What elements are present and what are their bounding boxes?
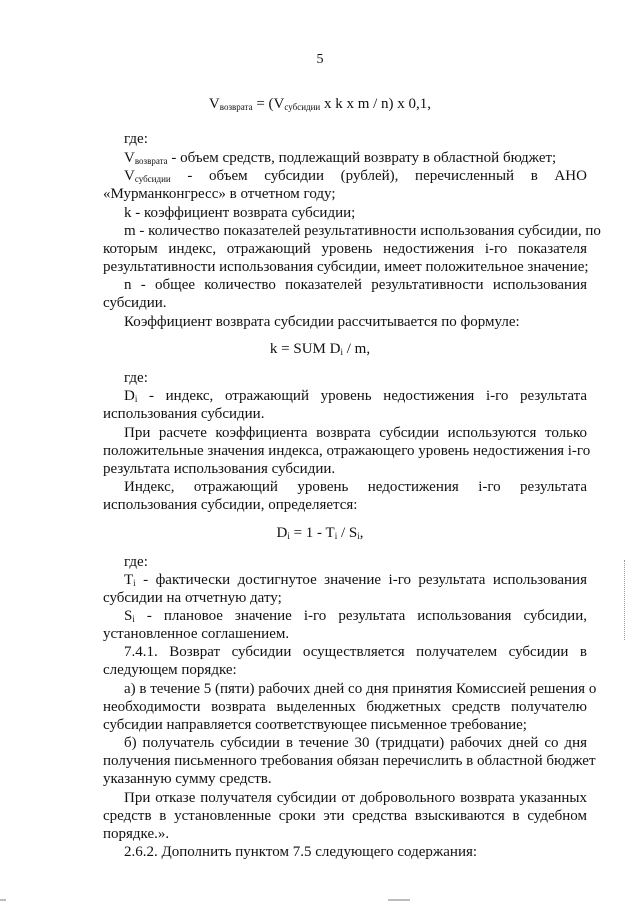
item-b-line1: б) получатель субсидии в течение 30 (тридцати) рабочих дней со дня bbox=[124, 735, 587, 751]
def-m-line2: которым индекс, отражающий уровень недостижения i-го показателя bbox=[103, 241, 587, 257]
def-m-line1: m - количество показателей результативности использования субсидии, по bbox=[124, 223, 601, 239]
para-calc-line1: При расчете коэффициента возврата субсидии используются только bbox=[124, 425, 587, 441]
def-v-subsidy-cont: «Мурманконгресс» в отчетном году; bbox=[103, 186, 336, 202]
def-si-text: - плановое значение i-го результата использования субсидии, bbox=[134, 608, 587, 624]
formula-index bbox=[0, 525, 640, 542]
def-di bbox=[124, 388, 587, 408]
def-di-text: - индекс, отражающий уровень недостижения i-го результата bbox=[137, 388, 587, 404]
formula1-rest: x k x m / n) x 0,1, bbox=[320, 96, 432, 112]
bottom-scan-mark-left bbox=[0, 899, 6, 901]
para-refusal-line2: средств в установленные сроки эти средства взыскиваются в судебном bbox=[103, 808, 587, 824]
formula3-c: / S bbox=[337, 525, 358, 541]
def-v-subsidy-sub: субсидии bbox=[134, 174, 171, 184]
def-v-return-sym: V bbox=[124, 150, 135, 166]
item-a-line3: субсидии направляется соответствующее письменное требование; bbox=[103, 717, 527, 733]
def-v-subsidy-v: V bbox=[124, 168, 135, 184]
def-k: k - коэффициент возврата субсидии; bbox=[124, 205, 356, 221]
def-v-subsidy bbox=[124, 168, 587, 188]
clause-741-line2: следующем порядке: bbox=[103, 662, 237, 678]
def-si-sym: S bbox=[124, 608, 133, 624]
def-ti-cont: субсидии на отчетную дату; bbox=[103, 590, 282, 606]
formula2-lhs: k = SUM D bbox=[269, 341, 341, 357]
def-v-subsidy-w2: субсидии bbox=[264, 168, 325, 184]
formula3-d: , bbox=[359, 525, 364, 541]
formula1-sub2: субсидии bbox=[284, 102, 321, 112]
bottom-scan-mark-center bbox=[388, 899, 410, 901]
def-si bbox=[124, 608, 587, 628]
def-v-subsidy-sym bbox=[124, 168, 171, 188]
def-v-subsidy-w5: в bbox=[530, 168, 538, 184]
para-index-w0: Индекс, bbox=[124, 479, 175, 495]
margin-scan-mark bbox=[624, 560, 626, 640]
where-label-1: где: bbox=[124, 131, 148, 147]
def-di-sym: D bbox=[124, 388, 135, 404]
formula3-b: = 1 - T bbox=[289, 525, 335, 541]
formula-return-volume bbox=[0, 96, 640, 113]
def-si-cont: установленное соглашением. bbox=[103, 626, 290, 642]
formula2-rhs: / m, bbox=[342, 341, 371, 357]
formula-coefficient bbox=[0, 341, 640, 358]
def-v-subsidy-w4: перечисленный bbox=[415, 168, 515, 184]
formula1-v-sub: возврата bbox=[219, 102, 253, 112]
formula3-a-sub: i bbox=[287, 531, 290, 541]
page-number: 5 bbox=[316, 52, 324, 67]
formula1-eq: = (V bbox=[252, 96, 285, 112]
def-si-sub: i bbox=[132, 614, 135, 624]
formula3-b-sub: i bbox=[334, 531, 338, 541]
item-b-line3: указанную сумму средств. bbox=[103, 771, 272, 787]
para-index-line1 bbox=[124, 479, 587, 496]
formula3-c-sub: i bbox=[357, 531, 360, 541]
where-label-2: где: bbox=[124, 370, 148, 386]
def-ti bbox=[124, 572, 587, 592]
clause-741-line1: 7.4.1. Возврат субсидии осуществляется получателем субсидии в bbox=[124, 644, 587, 660]
para-refusal-line1: При отказе получателя субсидии от добровольного возврата указанных bbox=[124, 790, 587, 806]
coef-intro: Коэффициент возврата субсидии рассчитывается по формуле: bbox=[124, 314, 520, 330]
formula2-sub: i bbox=[340, 347, 343, 357]
para-index-w4: i-го bbox=[478, 479, 501, 495]
formula1-v: V bbox=[208, 96, 220, 112]
def-ti-text: - фактически достигнутое значение i-го результата использования bbox=[135, 572, 587, 588]
def-v-subsidy-w3: (рублей), bbox=[340, 168, 399, 184]
def-v-return-sub: возврата bbox=[134, 156, 168, 166]
para-index-cont: использования субсидии, определяется: bbox=[103, 497, 358, 513]
item-a-line2: необходимости возврата выделенных бюджетных средств получателю bbox=[103, 699, 587, 715]
para-index-w1: отражающий bbox=[193, 479, 278, 495]
para-calc-line3: результата использования субсидии. bbox=[103, 461, 336, 477]
clause-262: 2.6.2. Дополнить пунктом 7.5 следующего содержания: bbox=[124, 844, 478, 860]
def-v-return-text: - объем средств, подлежащий возврату в областной бюджет; bbox=[167, 150, 557, 166]
def-n-line2: субсидии. bbox=[103, 295, 167, 311]
def-v-return bbox=[124, 150, 556, 170]
def-di-cont: использования субсидии. bbox=[103, 406, 265, 422]
para-index-w5: результата bbox=[520, 479, 587, 495]
para-refusal-line3: порядке.». bbox=[103, 826, 170, 842]
def-v-subsidy-w1: объем bbox=[208, 168, 248, 184]
def-v-subsidy-w6: АНО bbox=[554, 168, 587, 184]
def-m-line3: результативности использования субсидии, имеет положительное значение; bbox=[103, 259, 589, 275]
def-di-sub: i bbox=[134, 394, 138, 404]
def-ti-sub: i bbox=[133, 578, 136, 588]
item-b-line2: получения письменного требования обязан перечислить в областной бюджет bbox=[103, 753, 596, 769]
def-n-line1: n - общее количество показателей результативности использования bbox=[124, 277, 587, 293]
where-label-3: где: bbox=[124, 554, 148, 570]
formula3-a: D bbox=[276, 525, 288, 541]
def-v-subsidy-w0: - bbox=[187, 168, 193, 184]
item-a-line1: а) в течение 5 (пяти) рабочих дней со дня принятия Комиссией решения о bbox=[124, 681, 597, 697]
para-index-w2: уровень bbox=[297, 479, 349, 495]
para-calc-line2: положительные значения индекса, отражающего уровень недостижения i-го bbox=[103, 443, 591, 459]
def-ti-sym: T bbox=[124, 572, 134, 588]
para-index-w3: недостижения bbox=[367, 479, 459, 495]
